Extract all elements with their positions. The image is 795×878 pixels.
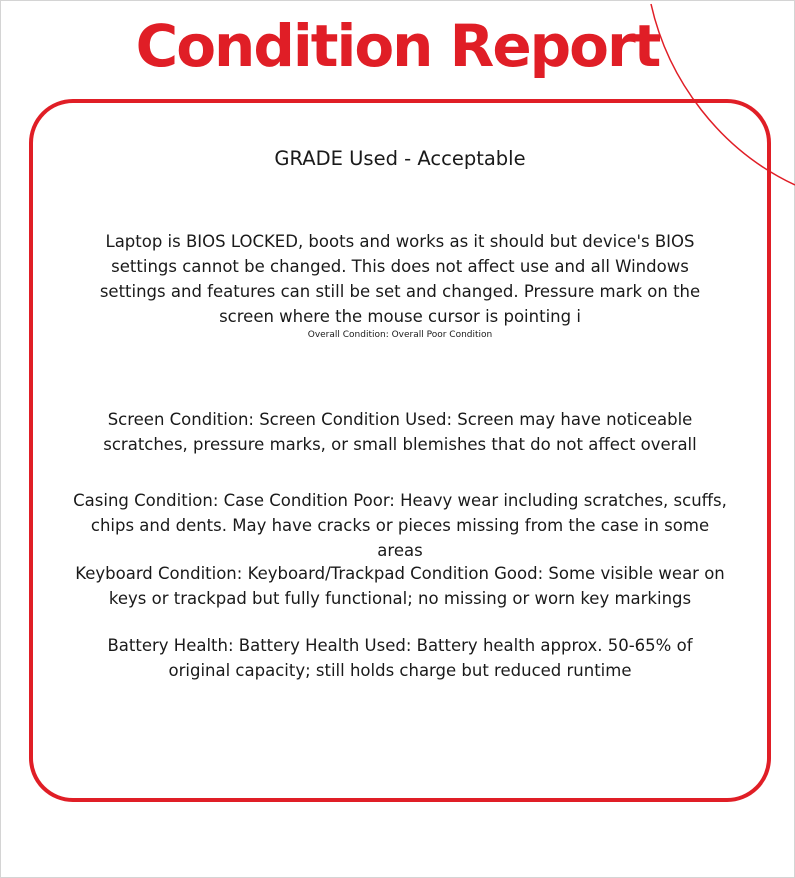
- keyboard-condition: Keyboard Condition: Keyboard/Trackpad Condition Good: Some visible wear on keys or trackpad but fully functional; no missing or worn key markings: [75, 564, 725, 608]
- grade-label: GRADE Used - Acceptable: [274, 147, 526, 170]
- screen-condition: Screen Condition: Screen Condition Used: Screen may have noticeable scratches, pressure marks, or small blemishes that do not affect overall: [103, 410, 697, 454]
- casing-condition: Casing Condition: Case Condition Poor: Heavy wear including scratches, scuffs, chips and dents. May have cracks or pieces missing from the case in some areas: [73, 491, 727, 560]
- condition-description: Laptop is BIOS LOCKED, boots and works as it should but device's BIOS settings cannot be changed. This does not affect use and all Windows settings and features can still be set and changed. Pressure mark on the screen where the mouse cursor is pointing i: [99, 232, 701, 326]
- battery-health: Battery Health: Battery Health Used: Battery health approx. 50-65% of original capacity; still holds charge but reduced runtime: [107, 636, 693, 680]
- overall-condition: Overall Condition: Overall Poor Condition: [307, 330, 493, 340]
- page-title: Condition Report: [135, 12, 660, 80]
